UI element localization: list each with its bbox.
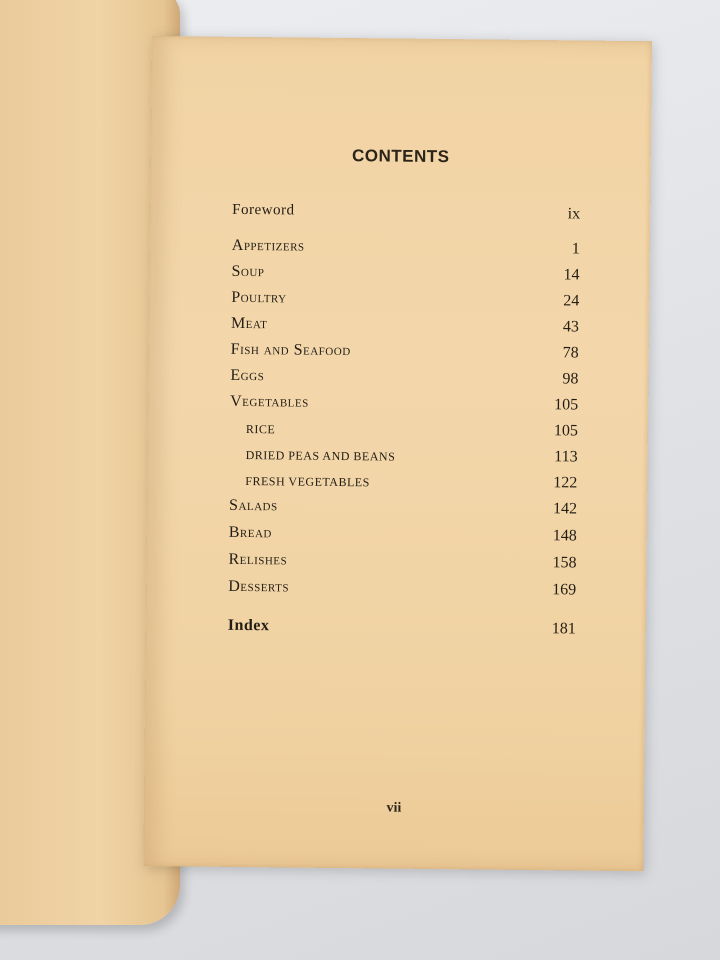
toc-entry-eggs	[148, 366, 648, 393]
toc-entry-label: Foreword	[232, 201, 295, 219]
toc-entry-label: Poultry	[231, 288, 287, 307]
toc-entry-label: Desserts	[228, 577, 290, 596]
toc-entry-label: Eggs	[230, 366, 265, 385]
toc-entry-relishes	[146, 550, 646, 577]
toc-entry-label: Salads	[229, 496, 278, 515]
toc-entry-bread	[147, 523, 647, 550]
toc-entry-page: 105	[553, 422, 578, 440]
toc-entry-label: RICE	[245, 422, 276, 437]
toc-entry-page: 142	[552, 500, 578, 518]
toc-entry-fish-and-seafood	[149, 340, 649, 367]
toc-entry-page: 169	[552, 581, 577, 599]
toc-entry-page: 1	[571, 240, 580, 258]
toc-entry-page: 24	[563, 292, 580, 310]
toc-subentry-fresh-vegetables	[147, 470, 647, 497]
toc-entry-poultry	[149, 288, 649, 315]
toc-entry-label: Vegetables	[230, 392, 309, 411]
toc-entry-meat	[149, 314, 649, 341]
toc-entry-label: Relishes	[228, 550, 288, 569]
toc-entry-label: Meat	[230, 314, 268, 333]
toc-entry-foreword	[150, 201, 650, 228]
toc-entry-page: ix	[567, 205, 581, 223]
toc-entry-page: 14	[563, 266, 580, 284]
page-title: CONTENTS	[351, 146, 450, 167]
toc-entry-page: 181	[551, 620, 576, 638]
toc-entry-vegetables	[148, 392, 648, 419]
toc-subentry-dried-peas-and-beans	[147, 444, 647, 471]
toc-entry-page: 122	[553, 474, 578, 492]
toc-entry-label: Bread	[228, 523, 273, 542]
toc-entry-salads	[147, 496, 647, 523]
toc-entry-page: 148	[552, 527, 577, 545]
contents-page	[143, 36, 652, 871]
toc-entry-label: Index	[227, 616, 270, 635]
toc-entry-desserts	[146, 577, 646, 604]
toc-entry-label: Soup	[231, 262, 265, 281]
toc-entry-page: 98	[562, 370, 579, 388]
toc-entry-page: 113	[554, 448, 578, 466]
toc-entry-label: DRIED PEAS AND BEANS	[245, 448, 396, 464]
toc-subentry-rice	[148, 418, 648, 445]
toc-entry-page: 105	[554, 396, 579, 414]
toc-entry-soup	[149, 262, 649, 289]
toc-entry-label: Fish and Seafood	[230, 340, 351, 360]
page-number: vii	[386, 800, 402, 816]
toc-entry-label: Appetizers	[231, 236, 305, 255]
toc-entry-page: 78	[562, 344, 579, 362]
toc-entry-label: FRESH VEGETABLES	[245, 474, 370, 490]
toc-entry-page: 158	[552, 554, 577, 572]
toc-entry-page: 43	[562, 318, 580, 336]
toc-entry-index	[146, 616, 646, 643]
toc-entry-appetizers	[150, 236, 650, 263]
